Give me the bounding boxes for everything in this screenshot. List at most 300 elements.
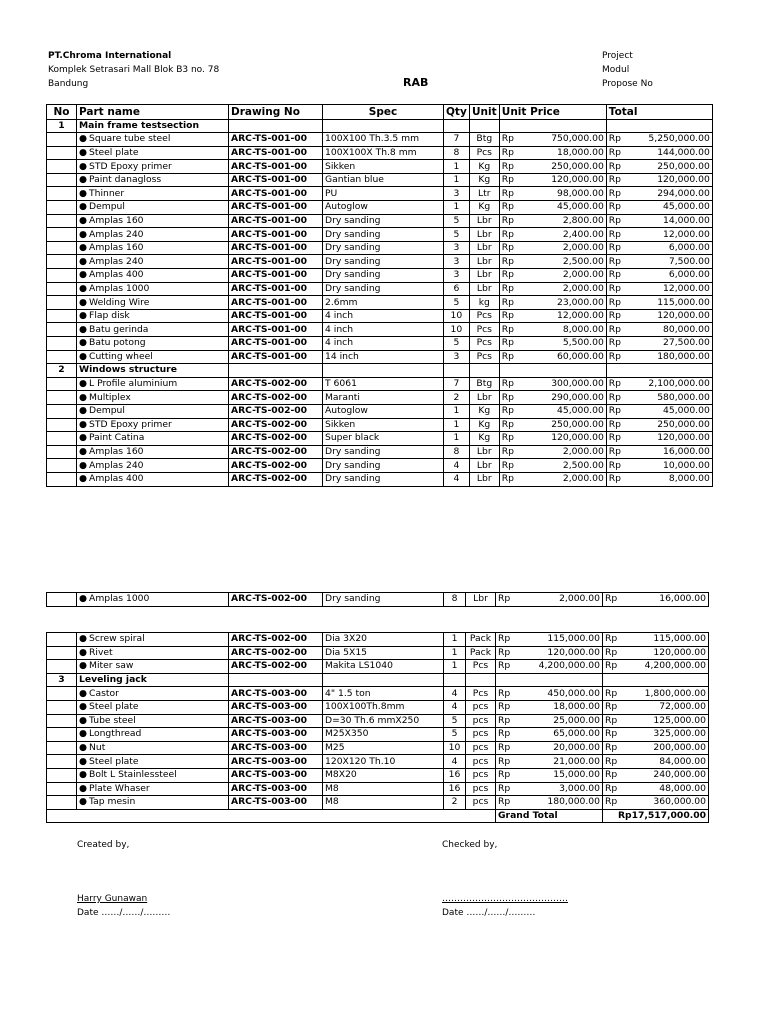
- unit-price-currency: Rp: [499, 269, 517, 283]
- drawing-no: ARC-TS-003-00: [229, 755, 323, 769]
- total-currency: Rp: [606, 146, 624, 160]
- qty: 4: [444, 472, 470, 486]
- part-name-text: ● Plate Whaser: [79, 783, 150, 794]
- unit-price-value: 250,000.00: [517, 418, 606, 432]
- row-no: [47, 146, 77, 160]
- spec: Gantian blue: [323, 173, 444, 187]
- unit-price-currency: Rp: [499, 377, 517, 391]
- unit-price-value: 300,000.00: [517, 377, 606, 391]
- table-row: [47, 228, 713, 242]
- table-row: [47, 432, 713, 446]
- unit-price-currency: Rp: [496, 700, 514, 714]
- part-name: [77, 241, 229, 255]
- total-currency: Rp: [606, 391, 624, 405]
- part-name: [77, 782, 229, 796]
- row-no: [47, 350, 77, 364]
- empty-cell: [499, 119, 606, 133]
- unit-price-currency: Rp: [499, 228, 517, 242]
- qty: 2: [444, 796, 466, 810]
- total-value: 250,000.00: [624, 418, 712, 432]
- total-value: 45,000.00: [624, 404, 712, 418]
- total-value: 325,000.00: [621, 728, 709, 742]
- total-value: 120,000.00: [621, 646, 709, 660]
- row-no: [47, 418, 77, 432]
- table-row: [47, 741, 709, 755]
- part-name-text: ● Amplas 160: [79, 215, 144, 226]
- part-name: [77, 282, 229, 296]
- unit-price-currency: Rp: [499, 445, 517, 459]
- qty: 1: [444, 660, 466, 674]
- part-name: [77, 269, 229, 283]
- part-name-text: ● Thinner: [79, 188, 124, 199]
- drawing-no: ARC-TS-001-00: [229, 309, 323, 323]
- empty-cell: [466, 673, 496, 687]
- unit-price-currency: Rp: [499, 173, 517, 187]
- total-value: 125,000.00: [621, 714, 709, 728]
- part-name-text: ● Tube steel: [79, 715, 136, 726]
- row-no: [47, 269, 77, 283]
- unit-price-value: 180,000.00: [514, 796, 603, 810]
- total-currency: Rp: [606, 269, 624, 283]
- empty-cell: [323, 364, 444, 378]
- unit-price-value: 120,000.00: [514, 646, 603, 660]
- table-row: [47, 472, 713, 486]
- unit: pcs: [466, 700, 496, 714]
- part-name: [77, 687, 229, 701]
- unit-price-value: 2,000.00: [517, 241, 606, 255]
- total-value: 84,000.00: [621, 755, 709, 769]
- col-header-unit: Unit: [469, 105, 499, 120]
- total-currency: Rp: [606, 201, 624, 215]
- drawing-no: ARC-TS-002-00: [229, 445, 323, 459]
- unit: Kg: [469, 201, 499, 215]
- qty: 4: [444, 755, 466, 769]
- row-no: [47, 459, 77, 473]
- unit: pcs: [466, 741, 496, 755]
- unit: Pcs: [469, 146, 499, 160]
- part-name: [77, 418, 229, 432]
- part-name-text: ● Steel plate: [79, 756, 139, 767]
- col-header-spec: Spec: [323, 105, 444, 120]
- total-value: 200,000.00: [621, 741, 709, 755]
- col-header-unit-price: Unit Price: [499, 105, 606, 120]
- checked-by-label: Checked by,: [442, 840, 498, 850]
- empty-cell: [496, 673, 603, 687]
- unit: Lbr: [469, 241, 499, 255]
- spec: Sikken: [323, 418, 444, 432]
- table-row: [47, 728, 709, 742]
- total-value: 120,000.00: [624, 309, 712, 323]
- col-header-drawing-no: Drawing No: [229, 105, 323, 120]
- drawing-no: ARC-TS-003-00: [229, 714, 323, 728]
- part-name-text: ● Amplas 160: [79, 242, 144, 253]
- part-name-text: ● Batu potong: [79, 337, 146, 348]
- unit-price-currency: Rp: [499, 418, 517, 432]
- total-value: 14,000.00: [624, 214, 712, 228]
- row-no: [47, 687, 77, 701]
- spec: Maranti: [323, 391, 444, 405]
- drawing-no: ARC-TS-001-00: [229, 255, 323, 269]
- table-row: [47, 337, 713, 351]
- total-currency: Rp: [606, 350, 624, 364]
- unit-price-currency: Rp: [496, 646, 514, 660]
- table-row: [47, 755, 709, 769]
- row-no: [47, 173, 77, 187]
- unit-price-currency: Rp: [499, 459, 517, 473]
- empty-cell: [47, 809, 496, 823]
- total-value: 45,000.00: [624, 201, 712, 215]
- drawing-no: ARC-TS-001-00: [229, 282, 323, 296]
- unit: pcs: [466, 796, 496, 810]
- unit-price-currency: Rp: [496, 714, 514, 728]
- unit-price-currency: Rp: [499, 432, 517, 446]
- unit: Lbr: [469, 459, 499, 473]
- part-name-text: ● Welding Wire: [79, 297, 149, 308]
- total-currency: Rp: [603, 768, 621, 782]
- row-no: [47, 472, 77, 486]
- part-name: [77, 201, 229, 215]
- qty: 5: [444, 228, 470, 242]
- qty: 4: [444, 687, 466, 701]
- drawing-no: ARC-TS-002-00: [229, 404, 323, 418]
- unit: Kg: [469, 404, 499, 418]
- part-name: [77, 700, 229, 714]
- unit-price-currency: Rp: [499, 350, 517, 364]
- unit: Lbr: [469, 214, 499, 228]
- total-value: 72,000.00: [621, 700, 709, 714]
- part-name-text: ● Steel plate: [79, 147, 139, 158]
- drawing-no: ARC-TS-003-00: [229, 796, 323, 810]
- unit-price-value: 2,000.00: [517, 282, 606, 296]
- row-no: [47, 714, 77, 728]
- total-value: 294,000.00: [624, 187, 712, 201]
- part-name-text: ● Nut: [79, 742, 105, 753]
- drawing-no: ARC-TS-002-00: [229, 391, 323, 405]
- rab-table-part-3: [46, 632, 709, 823]
- table-row: [47, 782, 709, 796]
- table-row: [47, 660, 709, 674]
- total-value: 120,000.00: [624, 173, 712, 187]
- unit: Lbr: [469, 228, 499, 242]
- qty: 6: [444, 282, 470, 296]
- total-currency: Rp: [606, 432, 624, 446]
- table-row: [47, 201, 713, 215]
- unit: Btg: [469, 133, 499, 147]
- unit-price-value: 21,000.00: [514, 755, 603, 769]
- unit-price-value: 65,000.00: [514, 728, 603, 742]
- spec: M8: [323, 782, 444, 796]
- table-row: [47, 323, 713, 337]
- qty: 5: [444, 296, 470, 310]
- spec: 4" 1.5 ton: [323, 687, 444, 701]
- qty: 8: [444, 146, 470, 160]
- row-no: [47, 755, 77, 769]
- unit-price-value: 20,000.00: [514, 741, 603, 755]
- row-no: [47, 391, 77, 405]
- total-value: 80,000.00: [624, 323, 712, 337]
- unit-price-value: 15,000.00: [514, 768, 603, 782]
- unit-price-currency: Rp: [496, 660, 514, 674]
- unit-price-value: 120,000.00: [517, 173, 606, 187]
- part-name: [77, 633, 229, 647]
- unit-price-currency: Rp: [499, 309, 517, 323]
- total-currency: Rp: [606, 228, 624, 242]
- spec: Autoglow: [323, 404, 444, 418]
- unit-price-value: 115,000.00: [514, 633, 603, 647]
- unit-price-currency: Rp: [496, 755, 514, 769]
- empty-cell: [323, 673, 444, 687]
- part-name: [77, 337, 229, 351]
- part-name: [77, 472, 229, 486]
- qty: 1: [444, 646, 466, 660]
- drawing-no: ARC-TS-001-00: [229, 201, 323, 215]
- part-name-text: ● Amplas 400: [79, 473, 144, 484]
- row-no: [47, 160, 77, 174]
- row-no: [47, 700, 77, 714]
- part-name-text: ● STD Epoxy primer: [79, 419, 172, 430]
- drawing-no: ARC-TS-002-00: [229, 459, 323, 473]
- total-value: 4,200,000.00: [621, 660, 709, 674]
- total-value: 27,500.00: [624, 337, 712, 351]
- part-name-text: ● Miter saw: [79, 660, 133, 671]
- part-name-text: ● L Profile aluminium: [79, 378, 177, 389]
- unit: pcs: [466, 782, 496, 796]
- drawing-no: ARC-TS-001-00: [229, 323, 323, 337]
- part-name-text: ● Paint Catina: [79, 432, 144, 443]
- company-name: PT.Chroma International: [48, 51, 172, 61]
- drawing-no: ARC-TS-001-00: [229, 160, 323, 174]
- empty-cell: [469, 364, 499, 378]
- unit-price-currency: Rp: [499, 214, 517, 228]
- section-no: 3: [47, 673, 77, 687]
- total-currency: Rp: [603, 700, 621, 714]
- total-currency: Rp: [606, 337, 624, 351]
- spec: Dia 5X15: [323, 646, 444, 660]
- total-value: 115,000.00: [621, 633, 709, 647]
- qty: 5: [444, 728, 466, 742]
- spec: Dry sanding: [323, 593, 444, 607]
- total-value: 7,500.00: [624, 255, 712, 269]
- part-name: [77, 255, 229, 269]
- unit: Pcs: [469, 323, 499, 337]
- col-header-part-name: Part name: [77, 105, 229, 120]
- total-value: 360,000.00: [621, 796, 709, 810]
- total-currency: Rp: [606, 173, 624, 187]
- propose-no-label: Propose No: [602, 79, 653, 89]
- qty: 3: [444, 255, 470, 269]
- empty-cell: [229, 364, 323, 378]
- row-no: [47, 728, 77, 742]
- part-name-text: ● Dempul: [79, 201, 125, 212]
- total-value: 5,250,000.00: [624, 133, 712, 147]
- empty-cell: [603, 673, 709, 687]
- project-label: Project: [602, 51, 633, 61]
- part-name: [77, 296, 229, 310]
- spec: Dry sanding: [323, 459, 444, 473]
- total-currency: Rp: [603, 646, 621, 660]
- drawing-no: ARC-TS-001-00: [229, 296, 323, 310]
- unit-price-value: 23,000.00: [517, 296, 606, 310]
- part-name-text: ● Multiplex: [79, 392, 131, 403]
- empty-cell: [444, 119, 470, 133]
- part-name-text: ● Amplas 400: [79, 269, 144, 280]
- section-row: [47, 119, 713, 133]
- unit-price-currency: Rp: [496, 728, 514, 742]
- total-currency: Rp: [603, 593, 621, 607]
- part-name: [77, 445, 229, 459]
- part-name: [77, 173, 229, 187]
- empty-cell: [606, 119, 712, 133]
- part-name: [77, 404, 229, 418]
- part-name-text: ● Amplas 240: [79, 256, 144, 267]
- spec: D=30 Th.6 mmX250: [323, 714, 444, 728]
- unit: Pcs: [466, 660, 496, 674]
- part-name: [77, 768, 229, 782]
- part-name: [77, 741, 229, 755]
- table-row: [47, 768, 709, 782]
- qty: 5: [444, 714, 466, 728]
- part-name-text: ● Amplas 1000: [79, 283, 149, 294]
- total-currency: Rp: [603, 782, 621, 796]
- unit-price-value: 25,000.00: [514, 714, 603, 728]
- spec: Dry sanding: [323, 255, 444, 269]
- rab-table-part-1: [46, 104, 713, 487]
- row-no: [47, 228, 77, 242]
- spec: Dry sanding: [323, 241, 444, 255]
- total-value: 16,000.00: [621, 593, 709, 607]
- unit: Pcs: [469, 337, 499, 351]
- unit: Pcs: [469, 350, 499, 364]
- part-name: [77, 323, 229, 337]
- unit-price-value: 450,000.00: [514, 687, 603, 701]
- total-value: 240,000.00: [621, 768, 709, 782]
- unit: Pack: [466, 633, 496, 647]
- table-row: [47, 309, 713, 323]
- spec: 4 inch: [323, 309, 444, 323]
- table-row: [47, 269, 713, 283]
- unit-price-currency: Rp: [499, 255, 517, 269]
- row-no: [47, 404, 77, 418]
- total-value: 48,000.00: [621, 782, 709, 796]
- spec: Dry sanding: [323, 269, 444, 283]
- spec: Dry sanding: [323, 282, 444, 296]
- section-no: 2: [47, 364, 77, 378]
- row-no: [47, 646, 77, 660]
- part-name-text: ● Longthread: [79, 728, 141, 739]
- part-name: [77, 133, 229, 147]
- spec: Dry sanding: [323, 228, 444, 242]
- col-header-no: No: [47, 105, 77, 120]
- total-value: 12,000.00: [624, 228, 712, 242]
- row-no: [47, 445, 77, 459]
- unit-price-currency: Rp: [499, 201, 517, 215]
- row-no: [47, 133, 77, 147]
- total-currency: Rp: [606, 214, 624, 228]
- unit-price-value: 5,500.00: [517, 337, 606, 351]
- part-name: [77, 146, 229, 160]
- unit-price-value: 2,000.00: [517, 445, 606, 459]
- qty: 1: [444, 404, 470, 418]
- section-row: [47, 364, 713, 378]
- table-row: [47, 146, 713, 160]
- part-name: [77, 714, 229, 728]
- spec: Dry sanding: [323, 445, 444, 459]
- qty: 3: [444, 350, 470, 364]
- table-row: [47, 296, 713, 310]
- row-no: [47, 187, 77, 201]
- row-no: [47, 796, 77, 810]
- qty: 8: [444, 593, 466, 607]
- unit-price-currency: Rp: [496, 687, 514, 701]
- row-no: [47, 214, 77, 228]
- total-currency: Rp: [606, 296, 624, 310]
- unit: Lbr: [469, 391, 499, 405]
- spec: 100X100X Th.8 mm: [323, 146, 444, 160]
- drawing-no: ARC-TS-002-00: [229, 418, 323, 432]
- row-no: [47, 201, 77, 215]
- drawing-no: ARC-TS-002-00: [229, 377, 323, 391]
- unit: pcs: [466, 768, 496, 782]
- part-name-text: ● Tap mesin: [79, 796, 135, 807]
- spec: Dry sanding: [323, 472, 444, 486]
- part-name: [77, 391, 229, 405]
- spec: Dia 3X20: [323, 633, 444, 647]
- modul-label: Modul: [602, 65, 630, 75]
- spec: Makita LS1040: [323, 660, 444, 674]
- unit: Kg: [469, 160, 499, 174]
- drawing-no: ARC-TS-003-00: [229, 768, 323, 782]
- table-row: [47, 700, 709, 714]
- drawing-no: ARC-TS-003-00: [229, 687, 323, 701]
- qty: 3: [444, 241, 470, 255]
- created-by-name: Harry Gunawan: [77, 894, 148, 904]
- part-name: [77, 755, 229, 769]
- unit: Lbr: [469, 255, 499, 269]
- company-city: Bandung: [48, 79, 89, 89]
- part-name: [77, 796, 229, 810]
- unit-price-currency: Rp: [496, 593, 514, 607]
- total-currency: Rp: [606, 323, 624, 337]
- total-currency: Rp: [606, 133, 624, 147]
- total-value: 12,000.00: [624, 282, 712, 296]
- unit-price-value: 2,000.00: [514, 593, 603, 607]
- empty-cell: [444, 673, 466, 687]
- part-name-text: ● Flap disk: [79, 310, 130, 321]
- row-no: [47, 593, 77, 607]
- unit: Kg: [469, 173, 499, 187]
- drawing-no: ARC-TS-001-00: [229, 228, 323, 242]
- part-name: [77, 660, 229, 674]
- grand-total-value: Rp17,517,000.00: [603, 809, 709, 823]
- drawing-no: ARC-TS-001-00: [229, 269, 323, 283]
- unit-price-currency: Rp: [499, 187, 517, 201]
- unit: Lbr: [466, 593, 496, 607]
- empty-cell: [444, 364, 470, 378]
- total-currency: Rp: [606, 255, 624, 269]
- table-row: [47, 633, 709, 647]
- row-no: [47, 782, 77, 796]
- document-title: RAB: [403, 76, 429, 89]
- spec: Super black: [323, 432, 444, 446]
- qty: 1: [444, 173, 470, 187]
- unit-price-value: 8,000.00: [517, 323, 606, 337]
- total-currency: Rp: [606, 309, 624, 323]
- section-row: [47, 673, 709, 687]
- empty-cell: [469, 119, 499, 133]
- unit: kg: [469, 296, 499, 310]
- table-row: [47, 445, 713, 459]
- part-name: [77, 228, 229, 242]
